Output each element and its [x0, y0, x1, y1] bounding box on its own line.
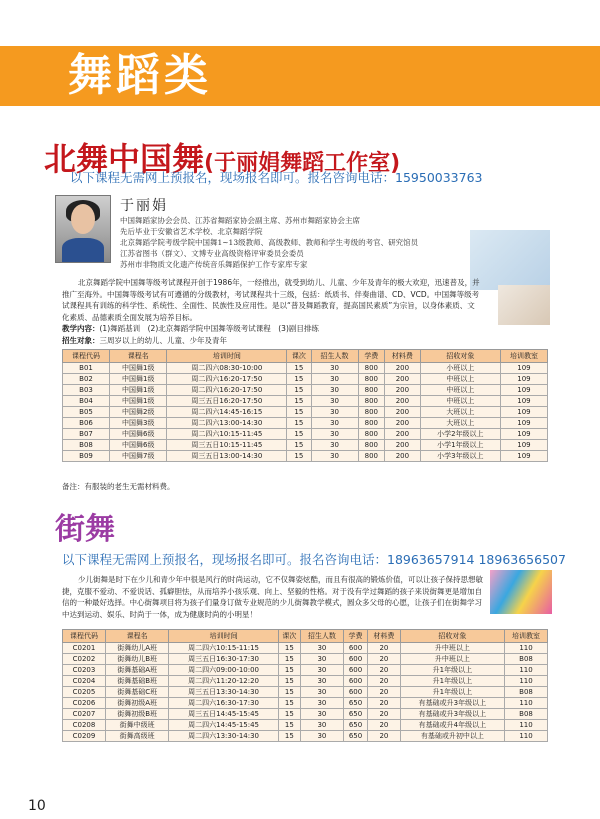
table-cell: 小学2年级以上 — [420, 429, 500, 440]
street-dance-schedule-table — [62, 629, 548, 742]
table-cell: 15 — [278, 676, 300, 687]
table-cell: 周二四六13:30-14:30 — [169, 731, 278, 742]
table-cell: 109 — [500, 396, 547, 407]
teacher-bio — [120, 215, 418, 270]
bio-line: 先后毕业于安徽省艺术学校、北京舞蹈学院 — [120, 227, 263, 236]
col-header: 学费 — [343, 630, 367, 643]
table-cell: 200 — [385, 385, 421, 396]
table-cell: 15 — [287, 396, 311, 407]
table-cell: 中国舞1级 — [110, 385, 167, 396]
bio-line: 北京舞蹈学院考级学院中国舞1~13级教师、高级教师、教师和学生考级的考官、研究馆员 — [120, 238, 419, 247]
table-cell: 15 — [278, 643, 300, 654]
table-cell: 110 — [505, 676, 548, 687]
table-cell: C0209 — [63, 731, 106, 742]
col-header: 学费 — [358, 350, 385, 363]
table-cell: 109 — [500, 385, 547, 396]
table-cell: 650 — [343, 720, 367, 731]
table-cell: 中国舞2级 — [110, 407, 167, 418]
table-cell: 15 — [287, 440, 311, 451]
table-cell: 周二四六16:30-17:30 — [169, 698, 278, 709]
table-cell: 中班以上 — [420, 374, 500, 385]
dancer-photo-1 — [470, 230, 550, 290]
table-cell: 15 — [278, 720, 300, 731]
table-cell: 30 — [300, 687, 343, 698]
table-cell: 20 — [368, 709, 401, 720]
table-cell: 30 — [311, 374, 358, 385]
col-header: 招生人数 — [311, 350, 358, 363]
table-cell: 20 — [368, 676, 401, 687]
dancer-photo-2 — [498, 285, 550, 325]
table-cell: B07 — [63, 429, 110, 440]
table-cell: 30 — [311, 440, 358, 451]
table-cell: 650 — [343, 731, 367, 742]
table-row — [63, 451, 548, 462]
intro-line: 中达到运动、娱乐、时尚于一体，成为健康时尚的小明星！ — [62, 609, 257, 619]
table-cell: 升中班以上 — [400, 654, 504, 665]
street-dance-photo — [490, 570, 552, 614]
table-header-row — [63, 350, 548, 363]
col-header: 招生人数 — [300, 630, 343, 643]
table-cell: 110 — [505, 643, 548, 654]
table-cell: 15 — [278, 698, 300, 709]
table-row — [63, 374, 548, 385]
table-cell: 升1年级以上 — [400, 665, 504, 676]
col-header: 招收对象 — [420, 350, 500, 363]
table-cell: 650 — [343, 698, 367, 709]
table-cell: 109 — [500, 363, 547, 374]
table-cell: 200 — [385, 429, 421, 440]
table-cell: 15 — [278, 687, 300, 698]
table-cell: 600 — [343, 687, 367, 698]
col-header: 课程代码 — [63, 350, 110, 363]
table-row — [63, 676, 548, 687]
table-row — [63, 363, 548, 374]
table-row — [63, 418, 548, 429]
table-cell: 街舞初级B班 — [105, 709, 168, 720]
table-row — [63, 687, 548, 698]
col-header: 培训时间 — [167, 350, 287, 363]
table-cell: 周三五日10:15-11:45 — [167, 440, 287, 451]
table-cell: 周二四六14:45-15:45 — [169, 720, 278, 731]
col-header: 材料费 — [368, 630, 401, 643]
table-cell: 20 — [368, 731, 401, 742]
section1-title-main: 北舞中国舞 — [44, 140, 205, 178]
table-cell: 110 — [505, 698, 548, 709]
col-header: 材料费 — [385, 350, 421, 363]
table-row — [63, 654, 548, 665]
table-cell: 街舞中级班 — [105, 720, 168, 731]
table-cell: 小学3年级以上 — [420, 451, 500, 462]
table-cell: 15 — [287, 407, 311, 418]
table-cell: 有基础或升3年级以上 — [400, 698, 504, 709]
table-cell: C0201 — [63, 643, 106, 654]
table-cell: 中国舞1级 — [110, 374, 167, 385]
table-cell: 200 — [385, 440, 421, 451]
table-cell: 30 — [300, 709, 343, 720]
table-cell: 20 — [368, 654, 401, 665]
table-cell: 110 — [505, 665, 548, 676]
section1-note: 备注：有服装的老生无需材料费。 — [62, 482, 175, 491]
table-cell: 小班以上 — [420, 363, 500, 374]
table-cell: 街舞初级A班 — [105, 698, 168, 709]
table-header-row — [63, 630, 548, 643]
table-cell: 200 — [385, 374, 421, 385]
table-cell: 650 — [343, 709, 367, 720]
table-cell: 有基础或升4年级以上 — [400, 720, 504, 731]
table-cell: 30 — [311, 407, 358, 418]
table-row — [63, 720, 548, 731]
teaching-content-label: 教学内容： — [62, 324, 100, 333]
table-cell: 109 — [500, 374, 547, 385]
table-cell: 109 — [500, 451, 547, 462]
table-cell: 30 — [300, 643, 343, 654]
table-cell: 中国舞3级 — [110, 418, 167, 429]
table-cell: 30 — [300, 654, 343, 665]
bio-line: 苏州市非物质文化遗产传统音乐舞蹈保护工作专家库专家 — [120, 260, 308, 269]
table-cell: 800 — [358, 451, 385, 462]
table-cell: B01 — [63, 363, 110, 374]
col-header: 培训教室 — [505, 630, 548, 643]
table-row — [63, 709, 548, 720]
teaching-content — [62, 323, 480, 335]
table-cell: 800 — [358, 440, 385, 451]
table-cell: 周三五日13:30-14:30 — [169, 687, 278, 698]
table-cell: 升中班以上 — [400, 643, 504, 654]
table-cell: 周二四六10:15-11:15 — [169, 643, 278, 654]
section1-notice: 以下课程无需网上预报名，现场报名即可。报名咨询电话：15950033763 — [70, 170, 483, 185]
table-row — [63, 698, 548, 709]
table-cell: 15 — [287, 374, 311, 385]
table-cell: 中班以上 — [420, 396, 500, 407]
table-cell: 30 — [300, 676, 343, 687]
col-header: 课程名 — [110, 350, 167, 363]
table-cell: 周二四六16:20-17:50 — [167, 374, 287, 385]
table-cell: 20 — [368, 687, 401, 698]
table-cell: 200 — [385, 451, 421, 462]
section2-intro — [62, 574, 483, 620]
col-header: 课次 — [278, 630, 300, 643]
table-cell: C0203 — [63, 665, 106, 676]
table-cell: 200 — [385, 418, 421, 429]
table-row — [63, 396, 548, 407]
table-cell: 800 — [358, 418, 385, 429]
table-cell: 15 — [287, 363, 311, 374]
table-cell: 15 — [287, 429, 311, 440]
table-cell: 800 — [358, 407, 385, 418]
table-cell: 周二四六10:15-11:45 — [167, 429, 287, 440]
table-cell: 街舞基础A班 — [105, 665, 168, 676]
intro-line: 北京舞蹈学院中国舞等级考试课程开创于1986年，一经推出，就受到幼儿、儿童、少年及青年的极大欢迎，迅速普及，并 — [78, 278, 480, 287]
teacher-name: 于丽娟 — [120, 198, 168, 214]
table-row — [63, 407, 548, 418]
table-cell: 15 — [287, 385, 311, 396]
section2-title: 街舞 — [55, 512, 115, 547]
table-cell: 110 — [505, 731, 548, 742]
intro-line: 信的一种最好选择。中心街舞项目将为孩子们量身订做专业规范的少儿街舞教学模式，圆众多父母的心愿，让孩子们在街舞学习 — [62, 598, 482, 607]
table-row — [63, 429, 548, 440]
section2-notice: 以下课程无需网上预报名，现场报名即可。报名咨询电话：18963657914 18963656507 — [62, 552, 566, 567]
table-row — [63, 665, 548, 676]
table-cell: B09 — [63, 451, 110, 462]
col-header: 培训时间 — [169, 630, 278, 643]
table-cell: 周三五日16:20-17:50 — [167, 396, 287, 407]
table-cell: 街舞幼儿A班 — [105, 643, 168, 654]
table-cell: 30 — [300, 731, 343, 742]
table-cell: 升1年级以上 — [400, 676, 504, 687]
table-cell: C0208 — [63, 720, 106, 731]
table-cell: 15 — [287, 451, 311, 462]
table-cell: 600 — [343, 676, 367, 687]
table-cell: B08 — [505, 709, 548, 720]
intro-line: 捷，克服不爱动、不爱说话、孤癖胆怯，从而培养小孩乐观、向上、坚毅的性格。对于没有学过舞蹈的孩子来说街舞更是增加自 — [62, 586, 482, 596]
table-cell: 街舞幼儿B班 — [105, 654, 168, 665]
table-cell: 30 — [311, 451, 358, 462]
table-cell: 109 — [500, 407, 547, 418]
table-cell: 20 — [368, 665, 401, 676]
bio-line: 中国舞蹈家协会会员、江苏省舞蹈家协会副主席、苏州市舞蹈家协会主席 — [120, 216, 360, 225]
table-row — [63, 440, 548, 451]
section1-title-suffix: (于丽娟舞蹈工作室) — [204, 151, 401, 176]
table-cell: 30 — [300, 720, 343, 731]
enrollment-target-value: 三周岁以上的幼儿、儿童、少年及青年 — [99, 335, 227, 345]
table-cell: 109 — [500, 418, 547, 429]
table-cell: 200 — [385, 396, 421, 407]
table-cell: 30 — [300, 665, 343, 676]
table-cell: 有基础或升3年级以上 — [400, 709, 504, 720]
section1-intro — [62, 277, 480, 346]
table-row — [63, 643, 548, 654]
table-cell: 109 — [500, 429, 547, 440]
table-cell: B08 — [505, 654, 548, 665]
table-cell: C0204 — [63, 676, 106, 687]
table-row — [63, 385, 548, 396]
table-cell: 30 — [311, 363, 358, 374]
table-cell: 800 — [358, 396, 385, 407]
table-cell: 周二四六16:20-17:50 — [167, 385, 287, 396]
table-cell: 中国舞6级 — [110, 429, 167, 440]
table-cell: B05 — [63, 407, 110, 418]
table-cell: 周二四六09:00-10:00 — [169, 665, 278, 676]
table-cell: 109 — [500, 440, 547, 451]
table-cell: 800 — [358, 374, 385, 385]
table-cell: B08 — [63, 440, 110, 451]
bio-line: 江苏省图书（群文）、文博专业高级资格评审委员会委员 — [120, 249, 304, 258]
col-header: 课次 — [287, 350, 311, 363]
intro-line: 少儿街舞是时下在少儿和青少年中很是风行的时尚运动，它不仅舞姿炫酷，而且有很高的锻炼价值，可以让孩子保持思想敏 — [78, 575, 483, 584]
table-cell: B02 — [63, 374, 110, 385]
table-cell: B08 — [505, 687, 548, 698]
table-cell: C0207 — [63, 709, 106, 720]
table-cell: C0205 — [63, 687, 106, 698]
table-cell: 街舞基础C班 — [105, 687, 168, 698]
col-header: 培训教室 — [500, 350, 547, 363]
table-cell: 中国舞6级 — [110, 440, 167, 451]
table-cell: 中班以上 — [420, 385, 500, 396]
table-cell: 20 — [368, 720, 401, 731]
table-cell: 15 — [278, 731, 300, 742]
table-cell: 15 — [278, 654, 300, 665]
table-cell: 15 — [278, 709, 300, 720]
table-cell: 20 — [368, 698, 401, 709]
table-cell: 周二四六14:45-16:15 — [167, 407, 287, 418]
table-cell: 周二四六13:00-14:30 — [167, 418, 287, 429]
enrollment-target — [62, 335, 480, 347]
intro-line: 试课程具有训练的科学性、系统性、全面性、民族性及应用性。是以“普及舞蹈教育，提高国民素质”为宗旨，以身体素质、文 — [62, 301, 475, 310]
table-cell: 中国舞1级 — [110, 363, 167, 374]
intro-line: 化素质、品德素质全面发展为培养目标。 — [62, 312, 197, 322]
table-cell: 周二四六11:20-12:20 — [169, 676, 278, 687]
table-cell: 30 — [300, 698, 343, 709]
teaching-content-value: (1)舞蹈基训 (2)北京舞蹈学院中国舞等级考试课程 (3)剧目排练 — [99, 324, 319, 333]
table-cell: 20 — [368, 643, 401, 654]
table-cell: 周三五日13:00-14:30 — [167, 451, 287, 462]
table-cell: 中国舞1级 — [110, 396, 167, 407]
table-cell: 30 — [311, 385, 358, 396]
intro-line: 推广至海外。中国舞等级考试有可遵循的分级教材，考试课程共十三级，包括：纸质书、伴奏曲谱、CD、VCD。中国舞等级考 — [62, 289, 480, 299]
table-cell: 30 — [311, 429, 358, 440]
table-cell: 15 — [287, 418, 311, 429]
table-cell: 大班以上 — [420, 407, 500, 418]
chinese-dance-schedule-table — [62, 349, 548, 462]
teacher-photo — [55, 195, 111, 263]
table-cell: 周三五日16:30-17:30 — [169, 654, 278, 665]
table-cell: 800 — [358, 429, 385, 440]
table-cell: 15 — [278, 665, 300, 676]
table-cell: 30 — [311, 418, 358, 429]
table-cell: 30 — [311, 396, 358, 407]
enrollment-target-label: 招生对象： — [62, 335, 100, 345]
col-header: 课程名 — [105, 630, 168, 643]
table-cell: 有基础或升初中以上 — [400, 731, 504, 742]
table-cell: 600 — [343, 665, 367, 676]
table-cell: B04 — [63, 396, 110, 407]
table-cell: B03 — [63, 385, 110, 396]
table-cell: 大班以上 — [420, 418, 500, 429]
table-cell: 110 — [505, 720, 548, 731]
table-cell: 200 — [385, 363, 421, 374]
table-cell: C0206 — [63, 698, 106, 709]
table-cell: C0202 — [63, 654, 106, 665]
col-header: 招收对象 — [400, 630, 504, 643]
table-cell: 周三五日14:45-15:45 — [169, 709, 278, 720]
category-title: 舞蹈类 — [68, 50, 212, 101]
table-cell: 街舞高级班 — [105, 731, 168, 742]
table-cell: 周二四六08:30-10:00 — [167, 363, 287, 374]
table-cell: B06 — [63, 418, 110, 429]
page-number: 10 — [28, 798, 46, 814]
table-cell: 中国舞7级 — [110, 451, 167, 462]
col-header: 课程代码 — [63, 630, 106, 643]
table-cell: 800 — [358, 385, 385, 396]
table-cell: 小学1年级以上 — [420, 440, 500, 451]
table-cell: 升1年级以上 — [400, 687, 504, 698]
table-cell: 800 — [358, 363, 385, 374]
table-row — [63, 731, 548, 742]
table-cell: 600 — [343, 654, 367, 665]
table-cell: 600 — [343, 643, 367, 654]
table-cell: 200 — [385, 407, 421, 418]
table-cell: 街舞基础B班 — [105, 676, 168, 687]
